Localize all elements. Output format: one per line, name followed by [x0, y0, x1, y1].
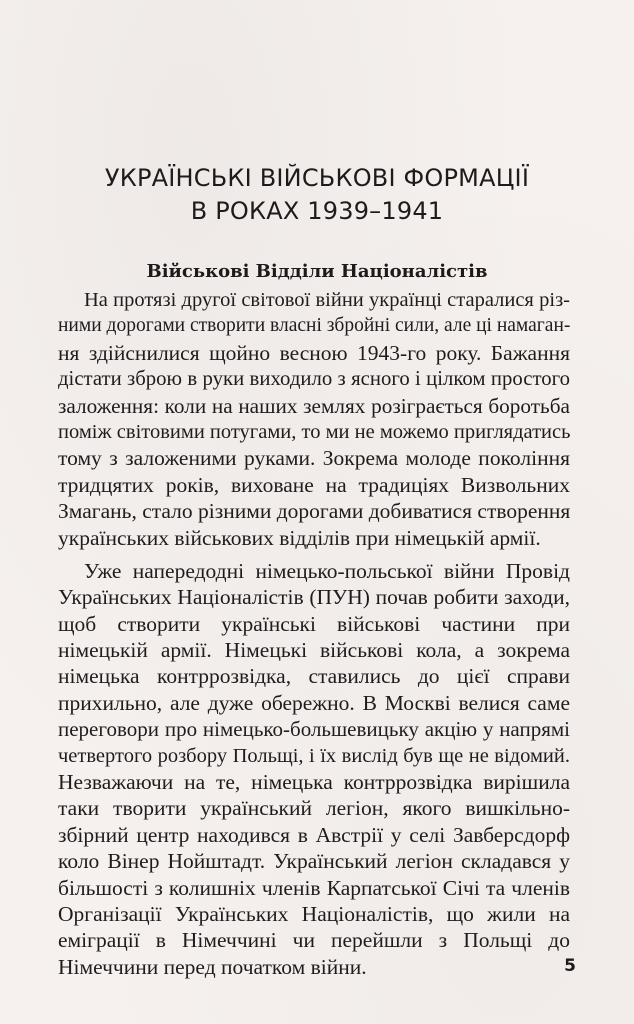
text-line: таки творити український легіон, якого вишкільно-	[58, 796, 570, 821]
body-text	[58, 287, 570, 980]
text-line: Незважаючи на те, німецька контррозвідка вирішила	[58, 770, 570, 795]
text-line: Українських Націоналістів (ПУН) почав робити заходи,	[58, 585, 570, 610]
chapter-title-line-2: В РОКАХ 1939–1941	[190, 197, 444, 225]
text-line: поміж світовими потугами, то ми не можемо приглядатись	[58, 420, 571, 443]
chapter-title	[0, 162, 634, 228]
text-line: більшості з колишніх членів Карпатської Січі та членів	[58, 875, 570, 900]
page-number: 5	[564, 956, 576, 976]
text-line: тридцятих років, виховане на традиціях Визвольних	[58, 472, 570, 497]
paragraph-2	[58, 558, 570, 980]
text-line: ними дорогами створити власні збройні сили, але ці намаган-	[58, 315, 571, 337]
section-title: Військові Відділи Націоналістів	[146, 261, 488, 282]
text-line: четвертого розбору Польщі, і їх вислід був ще не відомий.	[58, 744, 570, 767]
text-line: ня здійснилися щойно весною 1943-го року. Бажання	[58, 340, 570, 365]
text-line: заложення: коли на наших землях розіграється боротьба	[58, 393, 570, 418]
text-line: щоб створити українські військові частини при	[58, 611, 570, 636]
text-line: Уже напередодні німецько-польської війни Провід	[84, 558, 570, 583]
text-line: збірний центр находився в Австрії у селі Завберсдорф	[58, 822, 570, 847]
text-line: Німеччини перед початком війни.	[58, 954, 367, 979]
text-line: прихильно, але дуже обережно. В Москві велися саме	[58, 690, 570, 715]
text-line: На протязі другої світової війни українці старалися різ-	[84, 289, 570, 311]
chapter-title-line-1: УКРАЇНСЬКІ ВІЙСЬКОВІ ФОРМАЦІЇ	[104, 164, 530, 192]
text-line: німецька контррозвідка, ставились до цієї справи	[58, 664, 570, 689]
text-line: німецькій армії. Німецькі військові кола, а зокрема	[58, 638, 570, 663]
paragraph-gap	[58, 551, 570, 558]
text-line: тому з заложеними руками. Зокрема молоде покоління	[58, 446, 570, 471]
paragraph-1	[58, 287, 570, 551]
text-line: дістати зброю в руки виходило з ясного і цілком простого	[58, 368, 570, 391]
text-line: Організації Українських Націоналістів, що жили на	[58, 901, 570, 926]
text-line: еміграції в Німеччині чи перейшли з Польщі до	[58, 928, 570, 953]
text-line: коло Вінер Нойштадт. Український легіон складався у	[58, 849, 570, 874]
text-line: переговори про німецько-большевицьку акцію у напрямі	[58, 717, 570, 742]
text-line: Змагань, стало різними дорогами добиватися створення	[58, 499, 571, 524]
text-line: українських військових відділів при німецькій армії.	[58, 525, 541, 550]
